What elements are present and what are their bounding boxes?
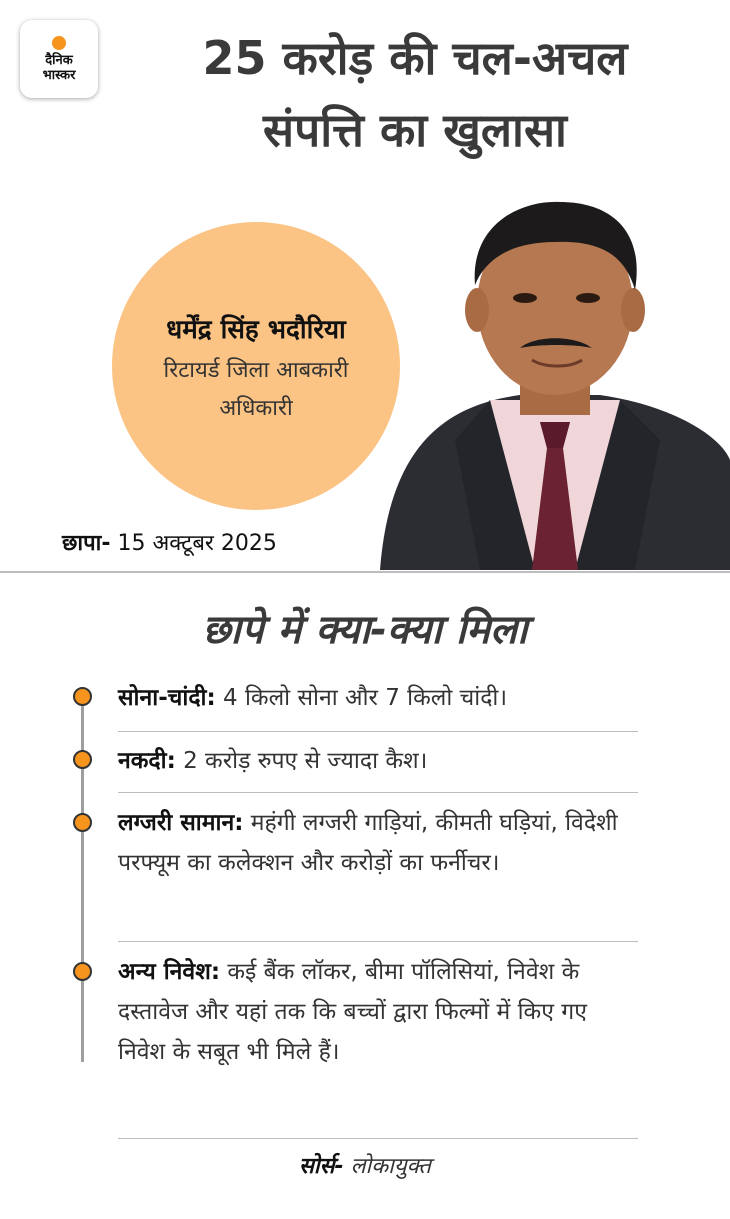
- list-item: [118, 741, 638, 781]
- headline-line1: 25 करोड़ की चल-अचल: [202, 31, 628, 85]
- item-text: कई बैंक लॉकर, बीमा पॉलिसियां, निवेश के दस्तावेज और यहां तक कि बच्चों द्वारा फिल्मों में किए गए निवेश के सबूत भी मिले हैं।: [118, 959, 587, 1065]
- raid-date: [62, 527, 277, 557]
- list-item: [118, 803, 638, 883]
- timeline-bullet-icon: [73, 687, 92, 706]
- raid-label: छापा-: [62, 531, 111, 556]
- item-label: अन्य निवेश:: [118, 959, 221, 985]
- source-credit: [0, 1150, 730, 1180]
- timeline-line: [81, 690, 84, 1062]
- person-photo: [360, 190, 730, 570]
- logo-text-line2: भास्कर: [42, 67, 76, 83]
- list-item: [118, 952, 638, 1072]
- item-label: नकदी:: [118, 748, 176, 774]
- item-separator: [118, 941, 638, 942]
- logo-text-line1: दैनिक: [45, 52, 73, 68]
- item-separator: [118, 731, 638, 732]
- source-value: लोकायुक्त: [350, 1154, 431, 1179]
- item-text: महंगी लग्जरी गाड़ियां, कीमती घड़ियां, विदेशी परफ्यूम का कलेक्शन और करोड़ों का फर्नीचर।: [118, 810, 618, 876]
- headline-line2: संपत्ति का खुलासा: [263, 103, 567, 157]
- sun-icon: [52, 36, 66, 50]
- timeline-bullet-icon: [73, 813, 92, 832]
- item-label: लग्जरी सामान:: [118, 810, 244, 836]
- raid-date-value: 15 अक्टूबर 2025: [117, 531, 277, 556]
- timeline-bullet-icon: [73, 750, 92, 769]
- source-label: सोर्स-: [299, 1154, 344, 1179]
- person-name: धर्मेंद्र सिंह भदौरिया: [166, 315, 346, 345]
- item-separator: [118, 1138, 638, 1139]
- timeline-bullet-icon: [73, 962, 92, 981]
- section-title: छापे में क्या-क्या मिला: [202, 607, 528, 653]
- item-text: 2 करोड़ रुपए से ज्यादा कैश।: [183, 748, 428, 774]
- item-label: सोना-चांदी:: [118, 685, 216, 711]
- item-separator: [118, 792, 638, 793]
- dainik-bhaskar-logo: [20, 20, 98, 98]
- section-divider: [0, 571, 730, 573]
- person-role: रिटायर्ड जिला आबकारी अधिकारी: [163, 358, 349, 421]
- list-item: [118, 678, 638, 718]
- item-text: 4 किलो सोना और 7 किलो चांदी।: [223, 685, 508, 711]
- headline: [110, 22, 720, 166]
